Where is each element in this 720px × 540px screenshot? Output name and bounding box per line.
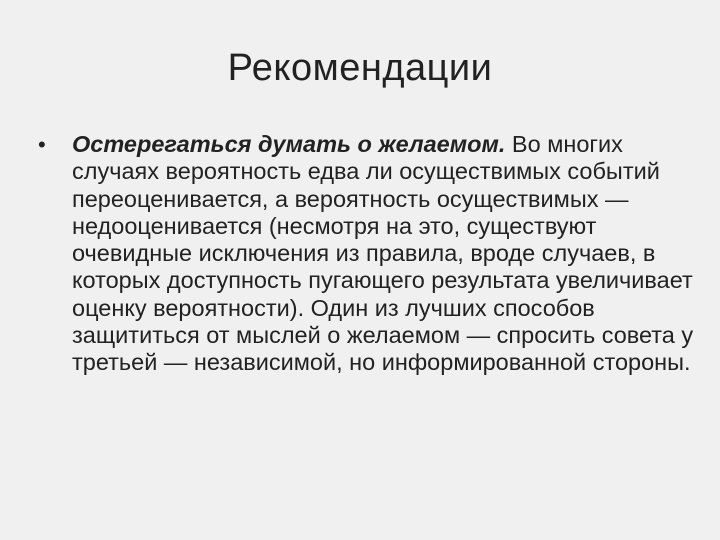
bullet-body-text: Во многих случаях вероятность едва ли осуществимых событий переоценивается, а вероятность осуществимых — недооценивается (несмотря на это, существуют очевидные исключения из правила, вроде случаев, в которых доступность пугающего результата увеличивает оценку вероятности). Один из лучших способов защититься от мыслей о желаемом — спросить совета у третьей — независимой, но информированной стороны.: [72, 131, 694, 376]
bullet-lead-text: Остерегаться думать о желаемом.: [72, 131, 506, 157]
bullet-item: [38, 131, 708, 377]
slide-title: Рекомендации: [227, 47, 493, 89]
bullet-icon: •: [38, 132, 46, 157]
bullet-list: [38, 131, 708, 377]
